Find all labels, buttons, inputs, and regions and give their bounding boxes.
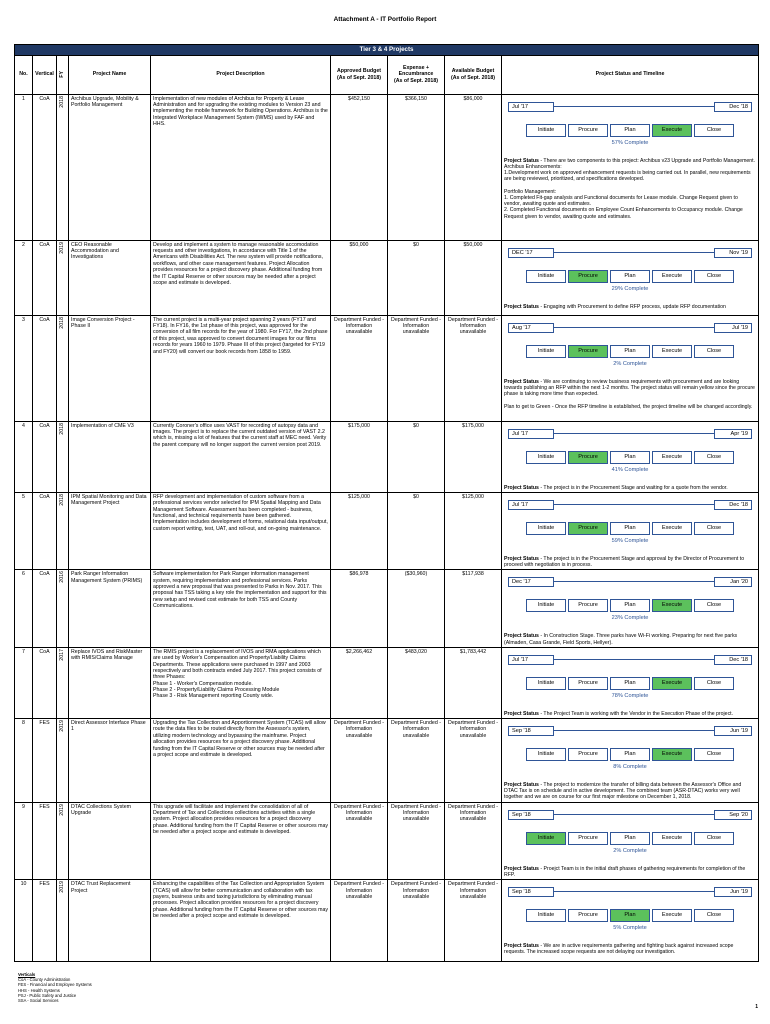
timeline-end-date: Dec '18 <box>714 102 752 112</box>
phase-plan: Plan <box>610 832 650 845</box>
phase-execute: Execute <box>652 451 692 464</box>
project-fy: 2016 <box>57 570 69 647</box>
project-no: 4 <box>15 421 33 492</box>
project-description: RFP development and implementation of custom software from a professional services vendor selected for IPM Spatial Mapping and Data Management Software. Assessment has been completed - business, functional, and technical requirements have been gathered. Implementation includes development of forms, relational data input/output, custom report writing, test, UAT, and roll-out, and on-going maintenance. <box>151 492 331 569</box>
phase-plan: Plan <box>610 909 650 922</box>
status-label: Project Status <box>504 781 539 788</box>
project-row <box>15 421 759 492</box>
available-budget: $50,000 <box>445 240 502 315</box>
timeline-line <box>554 659 714 660</box>
legend-item: HHS - Health Systems <box>18 987 60 993</box>
timeline-end-date: Dec '18 <box>714 500 752 510</box>
project-no: 7 <box>15 647 33 718</box>
expense-encumbrance: $0 <box>388 492 445 569</box>
status-timeline-cell <box>502 492 759 569</box>
status-text: - We are continuing to review business requirements with procurement and are looking towards publishing an RFP within the next 1-2 months. The project status will remain yellow since the procure phase is taking more time than expected. Plan to get to Green - Once the RFP timeline is established, the project timeline will be changed accordingly. <box>504 378 755 410</box>
available-budget: $117,938 <box>445 570 502 647</box>
project-row <box>15 802 759 879</box>
legend-item: FES - Financial and Employee Systems <box>18 982 92 988</box>
phase-execute: Execute <box>652 832 692 845</box>
phase-procure: Procure <box>568 832 608 845</box>
project-name: Replace IVOS and RiskMaster with RMIS/Claims Manage <box>69 647 151 718</box>
project-name: CEO Reasonable Accommodation and Investigations <box>69 240 151 315</box>
phase-procure: Procure <box>568 677 608 690</box>
status-text: - The project is in the Procurement Stage and approval by the Director of Procurement to proceed with negotiation is in process. <box>504 555 745 569</box>
project-fy: 2018 <box>57 94 69 240</box>
available-budget: $1,783,442 <box>445 647 502 718</box>
project-vertical: CoA <box>33 315 57 421</box>
phase-procure: Procure <box>568 451 608 464</box>
status-timeline-cell <box>502 802 759 879</box>
percent-complete: 78% Complete <box>611 692 649 699</box>
timeline-end-date: Sep '20 <box>714 810 752 820</box>
project-row <box>15 570 759 647</box>
expense-encumbrance: ($30,960) <box>388 570 445 647</box>
phase-execute: Execute <box>652 599 692 612</box>
timeline-start-date: Dec '17 <box>508 577 554 587</box>
project-status <box>504 711 756 717</box>
timeline-start-date: Sep '18 <box>508 726 554 736</box>
col-fy: FY <box>57 55 69 94</box>
phase-initiate: Initiate <box>526 451 566 464</box>
available-budget: Department Funded - Information unavailable <box>445 315 502 421</box>
percent-complete: 5% Complete <box>613 925 647 932</box>
phase-plan: Plan <box>610 522 650 535</box>
timeline-line <box>554 433 714 434</box>
phase-plan: Plan <box>610 748 650 761</box>
project-vertical: CoA <box>33 421 57 492</box>
timeline-line <box>554 581 714 582</box>
phase-initiate: Initiate <box>526 748 566 761</box>
phase-plan: Plan <box>610 677 650 690</box>
project-vertical: FES <box>33 718 57 802</box>
percent-complete: 41% Complete <box>611 466 649 473</box>
percent-complete: 8% Complete <box>613 763 647 770</box>
phase-initiate: Initiate <box>526 270 566 283</box>
available-budget: Department Funded - Information unavailable <box>445 880 502 962</box>
status-label: Project Status <box>504 157 539 164</box>
phase-close: Close <box>694 748 734 761</box>
expense-encumbrance: Department Funded - Information unavailable <box>388 315 445 421</box>
status-label: Project Status <box>504 633 539 640</box>
project-status <box>504 158 756 220</box>
approved-budget: Department Funded - Information unavailable <box>331 880 388 962</box>
project-no: 6 <box>15 570 33 647</box>
project-description: Develop and implement a system to manage reasonable accomodation requests and other investigations, in accordance with Title 1 of the Americans with Disabilities Act. The new system will provide notifications, workflows, and other case management features. Project Allocation provides resources for a project discovery phase. Additional funding from the IT Capital Reserve or other sources may be needed after a project scope and estimate is developed. <box>151 240 331 315</box>
timeline-end-date: Apr '19 <box>714 429 752 439</box>
project-vertical: CoA <box>33 94 57 240</box>
project-fy: 2019 <box>57 240 69 315</box>
available-budget: $175,000 <box>445 421 502 492</box>
timeline-line <box>554 504 714 505</box>
expense-encumbrance: Department Funded - Information unavailable <box>388 802 445 879</box>
project-status <box>504 782 756 801</box>
status-label: Project Status <box>504 710 539 717</box>
status-text: - We are in active requirements gathering and fighting back against increased scope requests. The increased scope requests are not delaying our investigation. <box>504 943 734 956</box>
phase-initiate: Initiate <box>526 522 566 535</box>
project-status <box>504 485 756 491</box>
timeline-line <box>554 252 714 253</box>
project-timeline <box>504 881 756 943</box>
phase-close: Close <box>694 345 734 358</box>
project-row <box>15 647 759 718</box>
project-timeline <box>504 720 756 782</box>
project-no: 2 <box>15 240 33 315</box>
status-timeline-cell <box>502 647 759 718</box>
project-no: 10 <box>15 880 33 962</box>
legend-item: CoA - County Administration <box>18 977 71 983</box>
project-name: Implementation of CME V3 <box>69 421 151 492</box>
phase-track <box>504 270 756 284</box>
project-no: 5 <box>15 492 33 569</box>
col-approved-budget: Approved Budget (As of Sept. 2018) <box>331 55 388 94</box>
approved-budget: $50,000 <box>331 240 388 315</box>
status-timeline-cell <box>502 240 759 315</box>
header-row <box>15 55 759 94</box>
phase-initiate: Initiate <box>526 599 566 612</box>
project-vertical: CoA <box>33 647 57 718</box>
approved-budget: Department Funded - Information unavailable <box>331 802 388 879</box>
phase-track <box>504 677 756 691</box>
project-name: Archibus Upgrade, Mobility & Portfolio Management <box>69 94 151 240</box>
percent-complete: 2% Complete <box>613 360 647 367</box>
project-description: Implementation of new modules of Archibus for Property & Lease Administration and for upgrading the existing modules to Version 23 and implementing the mobile framework for Building Operations. Archibus is the Integrated Workplace Management System (IWMS) used by FAF and HHS. <box>151 94 331 240</box>
phase-plan: Plan <box>610 124 650 137</box>
phase-close: Close <box>694 599 734 612</box>
project-vertical: FES <box>33 880 57 962</box>
page-title: Attachment A - IT Portfolio Report <box>333 16 437 23</box>
phase-procure: Procure <box>568 599 608 612</box>
available-budget: Department Funded - Information unavailable <box>445 718 502 802</box>
timeline-end-date: Jul '19 <box>714 323 752 333</box>
phase-plan: Plan <box>610 599 650 612</box>
available-budget: Department Funded - Information unavailable <box>445 802 502 879</box>
project-row <box>15 718 759 802</box>
timeline-line <box>554 891 714 892</box>
available-budget: $125,000 <box>445 492 502 569</box>
verticals-legend <box>18 972 92 1003</box>
status-label: Project Status <box>504 378 539 385</box>
timeline-start-date: Sep '18 <box>508 810 554 820</box>
project-timeline <box>504 494 756 556</box>
project-no: 8 <box>15 718 33 802</box>
project-vertical: FES <box>33 802 57 879</box>
percent-complete: 29% Complete <box>611 285 649 292</box>
percent-complete: 57% Complete <box>611 139 649 146</box>
phase-initiate: Initiate <box>526 124 566 137</box>
project-description: The current project is a multi-year project spanning 2 years (FY17 and FY18). In FY16, the 1st phase of this project, was approved for the conversion of all film records for the year of 1980. For FY17, the 2nd phase of this project, was approved to convert document images for our films records for years 1960 to 1979. Phase III of this project (targeted for FY19 and FY20) will convert our book records from 1858 to 1959. <box>151 315 331 421</box>
timeline-start-date: Jul '17 <box>508 500 554 510</box>
phase-close: Close <box>694 124 734 137</box>
status-label: Project Status <box>504 943 539 950</box>
phase-track <box>504 451 756 465</box>
project-name: Park Ranger Information Management System (PRIMS) <box>69 570 151 647</box>
col-status-timeline: Project Status and Timeline <box>502 55 759 94</box>
phase-procure: Procure <box>568 909 608 922</box>
phase-plan: Plan <box>610 345 650 358</box>
project-name: Direct Assessor Interface Phase 1 <box>69 718 151 802</box>
phase-plan: Plan <box>610 270 650 283</box>
available-budget: $86,000 <box>445 94 502 240</box>
project-row <box>15 240 759 315</box>
timeline-line <box>554 730 714 731</box>
phase-execute: Execute <box>652 345 692 358</box>
project-description: The RMIS project is a replacement of IVOS and RMA applications which are used by Worker's Compensation and Property/Liability Claims Departments. These applications were purchased in 1997 and 2003 respectively and both contracts ended July 2017. This project consists of three Phases: Phase 1 - Worker's Compensation module. Phase 2 - Property/Liability Claims Processing Module Phase 3 - Risk Management reporting County wide. <box>151 647 331 718</box>
status-label: Project Status <box>504 484 539 491</box>
timeline-start-date: DEC '17 <box>508 248 554 258</box>
phase-execute: Execute <box>652 270 692 283</box>
status-timeline-cell <box>502 94 759 240</box>
project-description: Currently Coroner's office uses VAST for recording of autopsy data and images. The project is to replace the current outdated version of VAST 2.2 which is, missing a lot of features that the current staff at MEC need. Verity the parent company will no longer support the current version post 2019. <box>151 421 331 492</box>
project-timeline <box>504 96 756 158</box>
tier-band: Tier 3 & 4 Projects <box>15 45 759 56</box>
timeline-end-date: Jun '19 <box>714 726 752 736</box>
status-text: - The project is in the Procurement Stage and waiting for a quote from the vendor. <box>538 484 728 491</box>
portfolio-table <box>14 44 759 962</box>
expense-encumbrance: $366,150 <box>388 94 445 240</box>
project-status <box>504 379 756 410</box>
expense-encumbrance: $0 <box>388 421 445 492</box>
status-label: Project Status <box>504 555 539 562</box>
phase-execute: Execute <box>652 522 692 535</box>
phase-initiate: Initiate <box>526 832 566 845</box>
approved-budget: Department Funded - Information unavailable <box>331 315 388 421</box>
project-timeline <box>504 317 756 379</box>
phase-close: Close <box>694 677 734 690</box>
status-text: - The Project Team is working with the Vendor in the Execution Phase of the project. <box>538 710 734 717</box>
phase-procure: Procure <box>568 345 608 358</box>
project-timeline <box>504 423 756 485</box>
project-fy: 2019 <box>57 802 69 879</box>
status-text: - The project to modernize the transfer of billing data between the Assessor's Office and DTAC Tax is on schedule and in active development. The combined team (ASR-DTAC) works very well together and we are on course for our first major milestone on December 1, 2018. <box>504 781 742 801</box>
timeline-end-date: Jan '20 <box>714 577 752 587</box>
phase-execute: Execute <box>652 909 692 922</box>
project-fy: 2019 <box>57 718 69 802</box>
project-status <box>504 866 756 878</box>
project-fy: 2018 <box>57 492 69 569</box>
project-fy: 2017 <box>57 647 69 718</box>
percent-complete: 2% Complete <box>613 847 647 854</box>
legend-title: Verticals <box>18 972 36 977</box>
project-name: DTAC Trust Replacement Project <box>69 880 151 962</box>
timeline-line <box>554 814 714 815</box>
timeline-end-date: Jun '19 <box>714 887 752 897</box>
approved-budget: $2,266,462 <box>331 647 388 718</box>
page-number: 1 <box>755 1004 758 1010</box>
phase-close: Close <box>694 451 734 464</box>
project-vertical: CoA <box>33 570 57 647</box>
phase-procure: Procure <box>568 748 608 761</box>
phase-plan: Plan <box>610 451 650 464</box>
phase-track <box>504 124 756 138</box>
approved-budget: Department Funded - Information unavailable <box>331 718 388 802</box>
timeline-start-date: Aug '17 <box>508 323 554 333</box>
expense-encumbrance: $483,020 <box>388 647 445 718</box>
phase-track <box>504 522 756 536</box>
status-label: Project Status <box>504 865 539 872</box>
project-fy: 2019 <box>57 880 69 962</box>
phase-initiate: Initiate <box>526 345 566 358</box>
legend-item: SSA - Social Services <box>18 998 59 1004</box>
project-status <box>504 633 756 645</box>
project-row <box>15 94 759 240</box>
approved-budget: $125,000 <box>331 492 388 569</box>
project-status <box>504 943 756 955</box>
phase-execute: Execute <box>652 677 692 690</box>
approved-budget: $86,978 <box>331 570 388 647</box>
project-description: This upgrade will facilitate and implement the consolidation of all of Department of Tax and Collections collections activities within a single system. Project allocation provides resources for a project discovery phase. Additional funding from the IT Capital Reserve or other sources may be needed after a project scope and estimate is developed. <box>151 802 331 879</box>
status-label: Project Status <box>504 303 539 310</box>
timeline-start-date: Jul '17 <box>508 429 554 439</box>
status-text: - Proejct Team is in the initial draft phases of gathering requirements for completion of the RFP. <box>504 865 746 878</box>
col-project-name: Project Name <box>69 55 151 94</box>
status-timeline-cell <box>502 315 759 421</box>
phase-track <box>504 832 756 846</box>
project-timeline <box>504 242 756 304</box>
col-available-budget: Available Budget (As of Sept. 2018) <box>445 55 502 94</box>
timeline-end-date: Nov '19 <box>714 248 752 258</box>
expense-encumbrance: Department Funded - Information unavailable <box>388 718 445 802</box>
phase-initiate: Initiate <box>526 909 566 922</box>
phase-execute: Execute <box>652 748 692 761</box>
phase-close: Close <box>694 270 734 283</box>
project-timeline <box>504 649 756 711</box>
project-vertical: CoA <box>33 492 57 569</box>
status-timeline-cell <box>502 880 759 962</box>
approved-budget: $452,150 <box>331 94 388 240</box>
project-description: Enhancing the capabilities of the Tax Collection and Appropriation System (TCAS) will allow for better communication and collaboration with tax payers, business units and taxing jurisdictions by eliminating manual processes. Project allocation provides resources for a project discovery phase. Additional funding from the IT Capital Reserve or other sources may be needed after a project scope and estimate is developed. <box>151 880 331 962</box>
project-status <box>504 556 756 568</box>
phase-track <box>504 748 756 762</box>
project-status <box>504 304 756 310</box>
phase-track <box>504 599 756 613</box>
project-fy: 2018 <box>57 315 69 421</box>
project-fy: 2018 <box>57 421 69 492</box>
project-description: Software implementation for Park Ranger information management system, requiring implementation and professional services. Parks approved a new proposal that was presented to Parks in Nov. 2017. This proposal has TSS taking a key role the implementation and support for this new setup and revised cost estimate for both TSS and County Communications. <box>151 570 331 647</box>
percent-complete: 23% Complete <box>611 615 649 622</box>
percent-complete: 59% Complete <box>611 537 649 544</box>
project-row <box>15 315 759 421</box>
expense-encumbrance: $0 <box>388 240 445 315</box>
status-text: - In Construction Stage. Three parks have Wi-Fi working. Preparing for next five parks (Almaden, Casa Grande, Field Sports, Hellyer). <box>504 633 738 646</box>
project-name: IPM Spatial Monitoring and Data Management Project <box>69 492 151 569</box>
timeline-line <box>554 327 714 328</box>
project-row <box>15 492 759 569</box>
timeline-start-date: Jul '17 <box>508 655 554 665</box>
expense-encumbrance: Department Funded - Information unavailable <box>388 880 445 962</box>
project-no: 3 <box>15 315 33 421</box>
project-name: Image Conversion Project - Phase II <box>69 315 151 421</box>
phase-initiate: Initiate <box>526 677 566 690</box>
timeline-line <box>554 106 714 107</box>
timeline-end-date: Dec '18 <box>714 655 752 665</box>
status-timeline-cell <box>502 421 759 492</box>
col-project-description: Project Description <box>151 55 331 94</box>
phase-execute: Execute <box>652 124 692 137</box>
project-no: 9 <box>15 802 33 879</box>
phase-procure: Procure <box>568 124 608 137</box>
phase-track <box>504 909 756 923</box>
status-text: - There are two components to this project: Archibus v23 Upgrade and Portfolio Management. Archibus Enhancements: 1.Development work on approved enhancement requests is being carried out. In parallel, new requirements are being reviewed, prioritized, and specifications developed. Portfolio Management: 1. Completed Fit-gap analysis and Functional documents for Lease module. Change Request given to vendor, awaiting quote and estimates. 2. Completed Functional documents on Employee Count Enhancements to Occupancy module. Change Request given to vendor, awaiting quote and estimates. <box>504 157 756 220</box>
project-row <box>15 880 759 962</box>
phase-close: Close <box>694 832 734 845</box>
timeline-start-date: Jul '17 <box>508 102 554 112</box>
project-timeline <box>504 571 756 633</box>
phase-close: Close <box>694 522 734 535</box>
project-timeline <box>504 804 756 866</box>
col-vertical: Vertical <box>33 55 57 94</box>
col-no: No. <box>15 55 33 94</box>
project-description: Upgrading the Tax Collection and Apportionment System (TCAS) will allow route the data files to be routed directly from the Assessor's system, utilizing modern technology and bypassing the mainframe. Project allocation provides resources for a project discovery phase. Additional funding from the IT Capital Reserve or other sources may be needed after a project scope and estimate is developed. <box>151 718 331 802</box>
project-name: DTAC Collections System Upgrade <box>69 802 151 879</box>
status-timeline-cell <box>502 718 759 802</box>
col-expense: Expense + Encumbrance (As of Sept. 2018) <box>388 55 445 94</box>
status-timeline-cell <box>502 570 759 647</box>
legend-item: PSJ - Public Safety and Justice <box>18 992 77 998</box>
timeline-start-date: Sep '18 <box>508 887 554 897</box>
project-vertical: CoA <box>33 240 57 315</box>
project-no: 1 <box>15 94 33 240</box>
phase-track <box>504 345 756 359</box>
approved-budget: $175,000 <box>331 421 388 492</box>
phase-procure: Procure <box>568 522 608 535</box>
phase-close: Close <box>694 909 734 922</box>
status-text: - Engaging with Procurement to define RFP process, update RFP documentation <box>538 303 726 310</box>
phase-procure: Procure <box>568 270 608 283</box>
